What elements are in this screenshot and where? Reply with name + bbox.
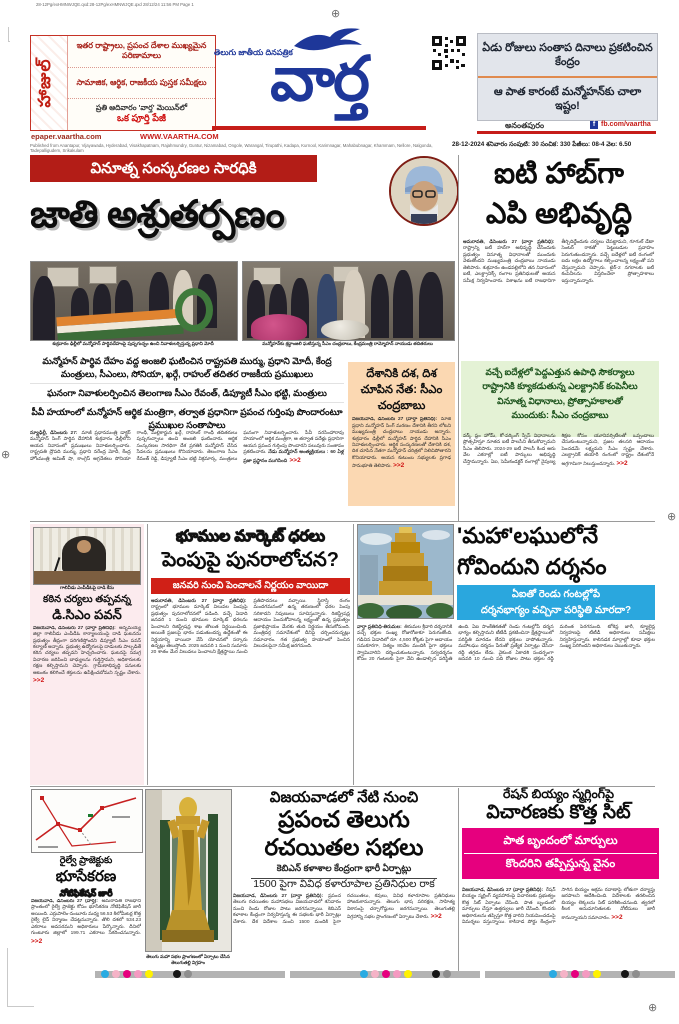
epaper-url: epaper.vaartha.com bbox=[31, 132, 102, 141]
tirumala-dateline: వార్తా ప్రతినిధి-తిరుమల: bbox=[357, 625, 402, 630]
color-dot bbox=[432, 970, 440, 978]
masthead-tagline: తెలుగు జాతీయ దినపత్రిక bbox=[214, 48, 293, 57]
highlight-line: రాష్ట్రానికి క్యూకడుతున్న ఎలక్ట్రానిక్ కంపెనీలు bbox=[482, 381, 638, 392]
highlight-line: వచ్చే ఐదేళ్లలో పెద్దఎత్తున ఉపాధి సౌకర్యాలు bbox=[485, 367, 635, 377]
promo-line: సామాజిక, ఆర్థిక, రాజకీయ పుస్తక సమీక్షలు bbox=[68, 67, 215, 99]
header-rule bbox=[477, 131, 656, 134]
land-headline-kicker: భూముల మార్కెట్ ధరలు bbox=[175, 528, 325, 545]
color-dot bbox=[393, 970, 401, 978]
promo-line: ఇతర రాష్ట్రాలు, ప్రపంచ దేశాల ముఖ్యమైన పరిణామాలు bbox=[76, 40, 207, 61]
registration-crosshair-icon: ⊕ bbox=[1, 449, 11, 461]
writers-body-text: విజయవాడ, డిసెంబరు 27 (వార్తా ప్రతినిధి): ప్రపంచ తెలుగు రచయితల మహాసభలు విజయవాడలో శనివారం నుంచి రెండు రోజుల పాటు జరగనున్నాయి. కెబిఎన్ కళాశాల కేంద్రంగా నిర్వహిస్తున్న ఈ సభలకు భారీ ఏర్పాట్లు చేశారు. దేశ విదేశాల నుంచి 1500 మందికి పైగా రచయితలు, కవులు, వివిధ కళారూపాల ప్రతినిధులు హాజరుకానున్నారు. తెలుగు భాష పరిరక్షణ, సాహిత్య వికాసంపై చర్చాగోష్ఠులు జరగనున్నాయి. తెలుగుతల్లి విగ్రహాన్ని సభల ప్రాంగణంలో ఏర్పాటు చేశారు. >>2 bbox=[233, 894, 455, 925]
color-dot bbox=[134, 970, 142, 978]
continuation-mark: >>2 bbox=[611, 913, 623, 921]
continuation-mark: >>2 bbox=[289, 456, 301, 464]
column-rule bbox=[147, 524, 148, 785]
manmohan-portrait-photo bbox=[389, 156, 459, 226]
color-dot bbox=[560, 970, 568, 978]
photo-caption: శుక్రవారం ఢిల్లీలో మన్మోహన్ పార్థివదేహంపై పుష్పగుచ్ఛం ఉంచి నివాళులర్పిస్తున్న ప్రధాని మోదీ bbox=[52, 341, 214, 346]
writers-headline-1: విజయవాడలో నేటి నుంచి bbox=[269, 789, 419, 806]
edition-name: అనంతపురం bbox=[505, 121, 545, 130]
color-dot bbox=[371, 970, 379, 978]
promo-headline: ఆ పాత కారంటే మన్మోహన్‌కు చాలా ఇష్టం! bbox=[493, 85, 642, 112]
sit-headline-1: రేషన్ బియ్యం స్మగ్లింగ్‌పై bbox=[503, 787, 614, 801]
lead-bullet: ఘనంగా నివాళులర్పించిన తెలంగాణ సీఎం రేవంత్, డిప్యూటీ సీఎం భట్టి, మంత్రులు bbox=[30, 386, 344, 403]
photo-caption: మన్మోహన్‌కు శ్రద్ధాంజలి ఘటిస్తున్న సీఎం చంద్రబాబు, కేంద్రమంత్రి రామ్మోహన్ నాయుడు తదితరులు bbox=[262, 341, 433, 346]
tirumala-subhead-banner: ఏఐతో రెండు గంటల్లోపే దర్శనభాగ్యం వచ్చినా పరిస్థితి మారదా? bbox=[457, 585, 655, 620]
cbn-condolence-box bbox=[348, 362, 455, 506]
website-url: WWW.VAARTHA.COM bbox=[140, 132, 219, 141]
lead-photo-right bbox=[242, 261, 455, 341]
masthead-underline bbox=[212, 126, 426, 130]
it-body-text-1: అమరావతి, డిసెంబరు 27 (వార్తా ప్రతినిధి): రాష్ట్రాన్ని ఐటీ హబ్‌గా అభివృద్ధి చేసేందుకు ప్రభుత్వం వినూత్న విధానాలతో ముందుకు వెళుతోందని ముఖ్యమంత్రి చంద్రబాబు నాయుడు తెలిపారు. శుక్రవారం ఉండవల్లిలోని తన నివాసంలో ఐటీ, ఎలక్ట్రానిక్స్ రంగాల ప్రతినిధులతో ఆయన సమీక్ష నిర్వహించారు. విశాఖను ఐటీ రాజధానిగా తీర్చిదిద్దేందుకు చర్యలు చేపట్టామని, గూగుల్ డేటా సెంటర్ రాకతో పెట్టుబడుల ప్రవాహం పెరుగుతుందన్నారు. వచ్చే ఐదేళ్లలో ఐటీ రంగంలో ఐదు లక్షల ఉద్యోగాలు కల్పించాలన్న లక్ష్యంతో పని చేస్తున్నామని చెప్పారు. టైర్-2 నగరాలకు ఐటీ కంపెనీలను విస్తరించేలా ప్రోత్సాహకాలు ఇస్తున్నామన్నారు. bbox=[463, 240, 654, 284]
sit-body-text: విజయవాడ, డిసెంబరు 27 (వార్తా ప్రతినిధి): రేషన్ బియ్యం స్మగ్లింగ్ వ్యవహారంపై విచారణకు ప్రభుత్వం కొత్త సిట్ ఏర్పాటు చేసింది. పాత బృందంలో మార్పులు చేస్తూ ఉత్తర్వులు జారీ చేసింది. కొందరు అధికారులను తప్పిస్తూ కొత్త వారిని నియమించడంపై విమర్శలు వస్తున్నాయి. కాకినాడ పోర్టు కేంద్రంగా సాగిన బియ్యం అక్రమ రవాణాపై లోతుగా దర్యాప్తు జరపాలని ఆదేశించింది. విదేశాలకు తరలించిన బియ్యం లెక్కలను సిట్ పరిశీలించనుంది. త్వరలో కీలక అనుమానితులకు నోటీసులు జారీ కానున్నాయని సమాచారం. >>2 bbox=[462, 888, 655, 926]
masthead-title: వార్త bbox=[270, 45, 368, 114]
color-dot bbox=[101, 970, 109, 978]
writers-subhead: కెబిఎన్ కళాశాల కేంద్రంగా భారీ ఏర్పాట్లు bbox=[251, 863, 437, 879]
writers-subhead-2: 1500 పైగా వివిధ కళారూపాల ప్రతినిధుల రాక bbox=[253, 878, 435, 890]
continuation-mark: >>2 bbox=[430, 913, 442, 921]
pawan-headline: కఠిన చర్యలు తప్పవన్న డి.సిఎం పవన్ bbox=[43, 593, 131, 623]
lead-headline: జాతి అశ్రుతర్పణం bbox=[30, 194, 284, 236]
left-promo-box bbox=[30, 35, 216, 131]
cbn-body-text: విజయవాడ, డిసెంబరు 27 (వార్తా ప్రతినిధి): మాజీ ప్రధాని మన్మోహన్ సింగ్ మరణం దేశానికి తీరని లోటని ముఖ్యమంత్రి చంద్రబాబు నాయుడు అన్నారు. శుక్రవారం ఢిల్లీలో మన్మోహన్ పార్థివ దేహానికి సీఎం నివాళులర్పించారు. ఆర్థిక సంస్కరణలతో దేశానికి దశ, దిశ చూపిన నేతగా మన్మోహన్ చరిత్రలో నిలిచిపోతారని కొనియాడారు. ఆయన కుటుంబ సభ్యులకు ప్రగాఢ సానుభూతి తెలిపారు. >>2 bbox=[352, 417, 451, 470]
statue-caption: తెలుగు మహా సభల ప్రాంగణంలో ఏర్పాటు చేసిన తెలుగుతల్లి విగ్రహం bbox=[146, 954, 230, 965]
promo-headline: ఏడు రోజులు సంతాప దినాలు ప్రకటించిన కేంద్రం bbox=[478, 34, 657, 78]
it-dateline: అమరావతి, డిసెంబరు 27 (వార్తా ప్రతినిధి): bbox=[463, 240, 555, 245]
pawan-dateline: విజయవాడ, డిసెంబరు 27 (వార్తా ప్రతినిధి): bbox=[33, 625, 116, 631]
lead-dateline: న్యూఢిల్లీ, డిసెంబరు 27: bbox=[30, 431, 78, 436]
facebook-icon: f bbox=[590, 121, 598, 129]
lead-endnote: నేడు మన్మోహన్ అంత్యక్రియలు : 60 ఏళ్ల ప్రజా ప్రస్థానం ముగిసింది bbox=[243, 450, 344, 464]
pawan-photo bbox=[33, 527, 141, 585]
land-dateline: అమరావతి, డిసెంబరు 27 (వార్తా ప్రతినిధి): bbox=[151, 599, 247, 604]
statue-illustration bbox=[146, 790, 231, 951]
writers-headline-3: రచయితల సభలు bbox=[264, 834, 424, 860]
temple-illustration bbox=[358, 525, 453, 618]
lead-kicker-banner: వినూత్న సంస్కరణల సారధికి bbox=[30, 155, 317, 182]
color-dot bbox=[549, 970, 557, 978]
registration-crosshair-icon: ⊕ bbox=[667, 511, 677, 523]
promo-brand: హాజుల్ bbox=[35, 58, 54, 108]
tirumala-headline: 'మహా'లఘులోనే గోవిందుని దర్శనం bbox=[457, 523, 607, 579]
temple-photo bbox=[357, 524, 454, 619]
color-dot bbox=[112, 970, 120, 978]
column-rule bbox=[353, 524, 354, 785]
lead-photo-left bbox=[30, 261, 238, 341]
registration-crosshair-icon: ⊕ bbox=[331, 8, 341, 20]
statue-photo bbox=[145, 789, 232, 952]
crop-mark bbox=[8, 27, 10, 42]
promo-line bbox=[68, 98, 215, 130]
facebook-url: fb.com/vaartha bbox=[601, 121, 651, 128]
crop-mark bbox=[7, 948, 34, 1007]
railway-map-illustration bbox=[32, 790, 142, 852]
right-promo-box bbox=[477, 33, 658, 121]
lead-bullet: పీవీ హయాంలో మన్మోహన్ ఆర్థిక మంత్రిగా, తర్వాత ప్రధానిగా ప్రపంచ గుర్తింపు పొందారంటూ ప్రముఖుల సంతాపాలు bbox=[31, 407, 343, 431]
color-dot bbox=[404, 970, 412, 978]
tirumala-body-text: వార్తా ప్రతినిధి-తిరుమల: తిరుమల శ్రీవారి దర్శనానికి వచ్చే భక్తుల సంఖ్య రోజురోజుకూ పెరుగుతోంది. గడిచిన ఏడాదిలో రూ. 4,500 కోట్లకు పైగా ఆదాయం సమకూరగా, నిత్యం 80వేల మందికి పైగా భక్తులు స్వామివారిని దర్శించుకుంటున్నారు. సర్వదర్శనం కోసం 20 గంటలకు పైగా వేచి ఉండాల్సిన పరిస్థితి ఉంది. ఏఐ సాంకేతికతతో రెండు గంటల్లోపే దర్శన భాగ్యం కల్పిస్తామని టీటీడీ ప్రకటించినా క్షేత్రస్థాయిలో పరిస్థితి మారడం లేదని భక్తులు వాపోతున్నారు. మహాలఘు దర్శనం పేరుతో ప్రత్యేక ఏర్పాట్లు చేసినా రద్దీ తగ్గడం లేదు. వైకుంఠ ఏకాదశి సందర్భంగా జనవరి 10 నుంచి పది రోజుల పాటు భక్తుల రద్దీ మరింత పెరగనుంది. టోకెన్ల జారీ, క్యూలైన్ల నిర్వహణపై టీటీడీ అధికారులు సమీక్షలు నిర్వహిస్తున్నారు. కాలినడక మార్గాల్లో కూడా భక్తుల సంఖ్య పెరిగిందని అధికారులు చెబుతున్నారు. bbox=[357, 625, 655, 663]
cbn-dateline: విజయవాడ, డిసెంబరు 27 (వార్తా ప్రతినిధి): bbox=[352, 417, 438, 423]
portrait-illustration bbox=[391, 158, 457, 224]
continuation-mark: >>2 bbox=[31, 937, 43, 945]
railway-headline-kicker: రైల్వే ప్రాజెక్టుకు bbox=[59, 855, 113, 866]
color-dot bbox=[145, 970, 153, 978]
color-dot bbox=[382, 970, 390, 978]
land-subhead-banner: జనవరి నుంచి పెంచాలనే నిర్ణయం వాయిదా bbox=[151, 578, 350, 594]
writers-headline-2: ప్రపంచ తెలుగు bbox=[278, 806, 410, 832]
railway-map bbox=[31, 789, 143, 853]
continuation-mark: >>2 bbox=[616, 459, 628, 467]
railway-body-text: విజయవాడ, డిసెంబరు 27 (వార్త): అమరావతి రాజధాని ప్రాంతంలో రైల్వే ప్రాజెక్టు కోసం భూసేకరణ నోటిఫికేషన్ జారీ అయింది. ఎర్రుపాలెం-నంబూరు మధ్య 56.53 కిలోమీటర్ల కొత్త రైల్వే లైన్ నిర్మాణం చేపట్టనున్నారు. తొలి దశలో 534.23 ఎకరాలు అవసరమని అధికారులు పేర్కొన్నారు. దీనిలో గుంటూరు జిల్లాలో 199.71 ఎకరాలు సేకరించనున్నారు. >>2 bbox=[31, 899, 141, 945]
pawan-body-text: విజయవాడ, డిసెంబరు 27 (వార్తా ప్రతినిధి): అన్నమయ్య జిల్లా గాలివీడు ఎంపీడీఓ కార్యాలయంపై దాడి ఘటనను ప్రభుత్వం తీవ్రంగా పరిగణిస్తోందని డిప్యూటీ సీఎం పవన్ కల్యాణ్ అన్నారు. ప్రభుత్వ ఉద్యోగులపై దాడులకు పాల్పడితే కఠిన చర్యలు తప్పవని హెచ్చరించారు. ఘటనపై సమగ్ర విచారణ జరిపించి బాధ్యులను గుర్తిస్తామని, అధికారులకు రక్షణ కల్పిస్తామని చెప్పారు. గ్రామీణాభివృద్ధి పనులకు ఆటంకం కలిగించే శక్తులను ఉపేక్షించబోమని స్పష్టం చేశారు. >>2 bbox=[33, 625, 141, 685]
color-dot bbox=[593, 970, 601, 978]
column-rule bbox=[458, 788, 459, 972]
continuation-mark: >>2 bbox=[393, 462, 405, 470]
lead-bullet: మన్మోహన్ పార్థివ దేహం వద్ద అంజలి ఘటించిన రాష్ట్రపతి ముర్ము, ప్రధాని మోదీ, కేంద్ర మంత్రులు, సీఎంలు, సోనియా, ఖర్గే, రాహుల్ తదితర రాజకీయ ప్రముఖులు bbox=[30, 354, 344, 384]
land-headline: పెంపుపై పునరాలోచన? bbox=[162, 549, 339, 571]
color-dot bbox=[184, 970, 192, 978]
lead-summary-bullets bbox=[30, 354, 344, 436]
sit-headline-2: విచారణకు కొత్త సిట్ bbox=[486, 802, 631, 823]
pawan-photo-caption: గాలివీడు ఎంపీడీఓపై దాడి కేసు bbox=[60, 585, 114, 590]
highlight-line: ముందుకు: సీఎం చంద్రబాబు bbox=[511, 410, 609, 421]
promo-line-3a: ప్రతి ఆదివారం 'వార్త' మెయిన్‌లో bbox=[95, 103, 188, 113]
color-dot bbox=[582, 970, 590, 978]
pawan-article-box bbox=[30, 524, 144, 785]
color-dot bbox=[443, 970, 451, 978]
print-info-line: 28-12Pg/exHMNWJQE.qxd:28-12Pg/exHMNWJQE.qxd 28/12/24 11:56 PM Page 1 bbox=[36, 2, 194, 7]
lead-body-text: న్యూఢిల్లీ, డిసెంబరు 27: మాజీ ప్రధానమంత్రి డాక్టర్ మన్మోహన్ సింగ్ పార్థివ దేహానికి శుక్రవారం ఢిల్లీలోని ఆయన నివాసంలో ప్రముఖులు నివాళులర్పించారు. రాష్ట్రపతి ద్రౌపది ముర్ము, ప్రధాని నరేంద్ర మోదీ, కేంద్ర హోంమంత్రి అమిత్ షా, కాంగ్రెస్ అగ్రనేతలు సోనియా గాంధీ, మల్లికార్జున ఖర్గే, రాహుల్ గాంధీ తదితరులు పుష్పగుచ్ఛాలు ఉంచి అంజలి ఘటించారు. ఆర్థిక సంస్కరణల సారధిగా దేశ ప్రగతికి మన్మోహన్ చేసిన సేవలను ప్రముఖులు కొనియాడారు. తెలంగాణ సీఎం రేవంత్ రెడ్డి, డిప్యూటీ సీఎం భట్టి విక్రమార్క, మంత్రులు ఘనంగా నివాళులర్పించారు. పీవీ నరసింహారావు హయాంలో ఆర్థిక మంత్రిగా, ఆ తర్వాత పదేళ్లు ప్రధానిగా ఆయన ప్రపంచ గుర్తింపు పొందారని పలువురు సంతాపం ప్రకటించారు. నేడు మన్మోహన్ అంత్యక్రియలు : 60 ఏళ్ల ప్రజా ప్రస్థానం ముగిసింది >>2 bbox=[30, 431, 344, 464]
railway-subhead: నోటిఫికేషన్ జారీ bbox=[59, 888, 113, 898]
it-highlight-box bbox=[461, 361, 659, 437]
registration-color-bar bbox=[95, 971, 285, 978]
land-body-text: అమరావతి, డిసెంబరు 27 (వార్తా ప్రతినిధి): రాష్ట్రంలో భూముల మార్కెట్ విలువల పెంపుపై ప్రభుత్వం పునరాలోచనలో పడింది. వచ్చే ఏడాది జనవరి 1 నుంచి భూముల మార్కెట్ ధరలను పెంచాలని రిజిస్ట్రేషన్ల శాఖ తొలుత నిర్ణయించింది. అయితే ప్రజలపై భారం పడుతుందన్న ఉద్దేశంతో ఈ నిర్ణయాన్ని వాయిదా వేసే యోచనలో సర్కారు ఉన్నట్లు తెలుస్తోంది. 2025 జనవరి 1 నుంచి సుమారు 20 శాతం మేర విలువలు పెంచాలని క్షేత్రస్థాయి నుంచి ప్రతిపాదనలు వచ్చాయి. స్థిరాస్తి రంగం మందగమనంలో ఉన్న తరుణంలో ధరల పెంపు సరికాదని నిపుణులు సూచిస్తున్నారు. రిజిస్ట్రేషన్ల ఆదాయం పెంచుకోవాలన్న లక్ష్యంతో ఉన్న ప్రభుత్వం ప్రజాభిప్రాయం మేరకు తుది నిర్ణయం తీసుకోనుంది. మంత్రివర్గ సమావేశంలో దీనిపై చర్చించనున్నట్లు సమాచారం. గత ప్రభుత్వ హయాంలో పెంచిన విలువలపైనా సమీక్ష జరగనుంది. bbox=[151, 599, 350, 656]
color-dot bbox=[621, 970, 629, 978]
date-issue-line: 28-12-2024 శనివారం సంపుటి: 30 సంచిక: 330 పేజీలు: 08-4 వెల: 6.50 bbox=[452, 141, 632, 148]
promo-line-3b: ఒక పూర్తి పేజీ bbox=[117, 113, 166, 125]
published-from-line: Published from Anantapur, Vijayawada, Hyderabad, Visakhapatnam, Rajahmundry, Guntur, Nizamabad, Ongole, Warangal, Tirupathi, Kadapa, Kurnool, Karimnagar, Mahabubnagar, Khammam, Nellore, Nalgonda, Tadepalligudem, Srikakulam bbox=[30, 143, 433, 153]
writers-dateline: విజయవాడ, డిసెంబరు 27 (వార్తా ప్రతినిధి): bbox=[233, 894, 324, 899]
color-dot bbox=[571, 970, 579, 978]
column-rule bbox=[458, 155, 459, 521]
promo-brand-strip bbox=[31, 36, 68, 130]
cbn-headline: దేశానికి దశ, దిశ చూపిన నేత: సీఎం చంద్రబాబు bbox=[360, 368, 443, 413]
railway-dateline: విజయవాడ, డిసెంబరు 27 (వార్త): bbox=[31, 899, 98, 904]
color-dot bbox=[360, 970, 368, 978]
color-dot bbox=[632, 970, 640, 978]
registration-color-bar bbox=[290, 971, 480, 978]
sit-dateline: విజయవాడ, డిసెంబరు 27 (వార్తా ప్రతినిధి): bbox=[462, 888, 544, 893]
it-headline: ఐటి హాబ్‌గా ఎపి అభివృద్ధి bbox=[485, 158, 633, 230]
color-dot bbox=[123, 970, 131, 978]
highlight-line: వినూత్న విధానాలు, ప్రోత్సాహకాలతో bbox=[497, 395, 623, 406]
continuation-mark: >>2 bbox=[33, 677, 45, 685]
sit-subhead-banner: పాత బృందంలో మార్పులు కొందరిని తప్పిస్తున్న వైనం bbox=[462, 828, 659, 879]
railway-headline: భూసేకరణ bbox=[55, 868, 117, 885]
qr-code-icon bbox=[431, 35, 467, 71]
registration-color-bar bbox=[485, 971, 675, 978]
registration-crosshair-icon: ⊕ bbox=[648, 1002, 658, 1014]
color-dot bbox=[173, 970, 181, 978]
it-body-text-2: వర్క్ ఫ్రం హోమ్, కో-వర్కింగ్ స్పేస్ విధానాలను ప్రోత్సహిస్తూ నూతన ఐటీ పాలసీని తీసుకొచ్చామని సీఎం తెలిపారు. 2024-29 ఐటీ పాలసీ కింద ఆరు వేల ఎకరాల్లో ఐటీ పార్కులు అభివృద్ధి చేస్తామన్నారు. ఏఐ, సెమీకండక్టర్ రంగాల్లో నైపుణ్య శిక్షణ కోసం యూనివర్సిటీలతో ఒప్పందాలు చేసుకుంటున్నామని, ప్రజల తలసరి ఆదాయం పెంచడమే లక్ష్యమని సీఎం స్పష్టం చేశారు. ఎలక్ట్రానిక్ తయారీ రంగంలో రాష్ట్రం దేశంలోనే అగ్రగామిగా నిలుస్తుందన్నారు. >>2 bbox=[463, 434, 654, 467]
